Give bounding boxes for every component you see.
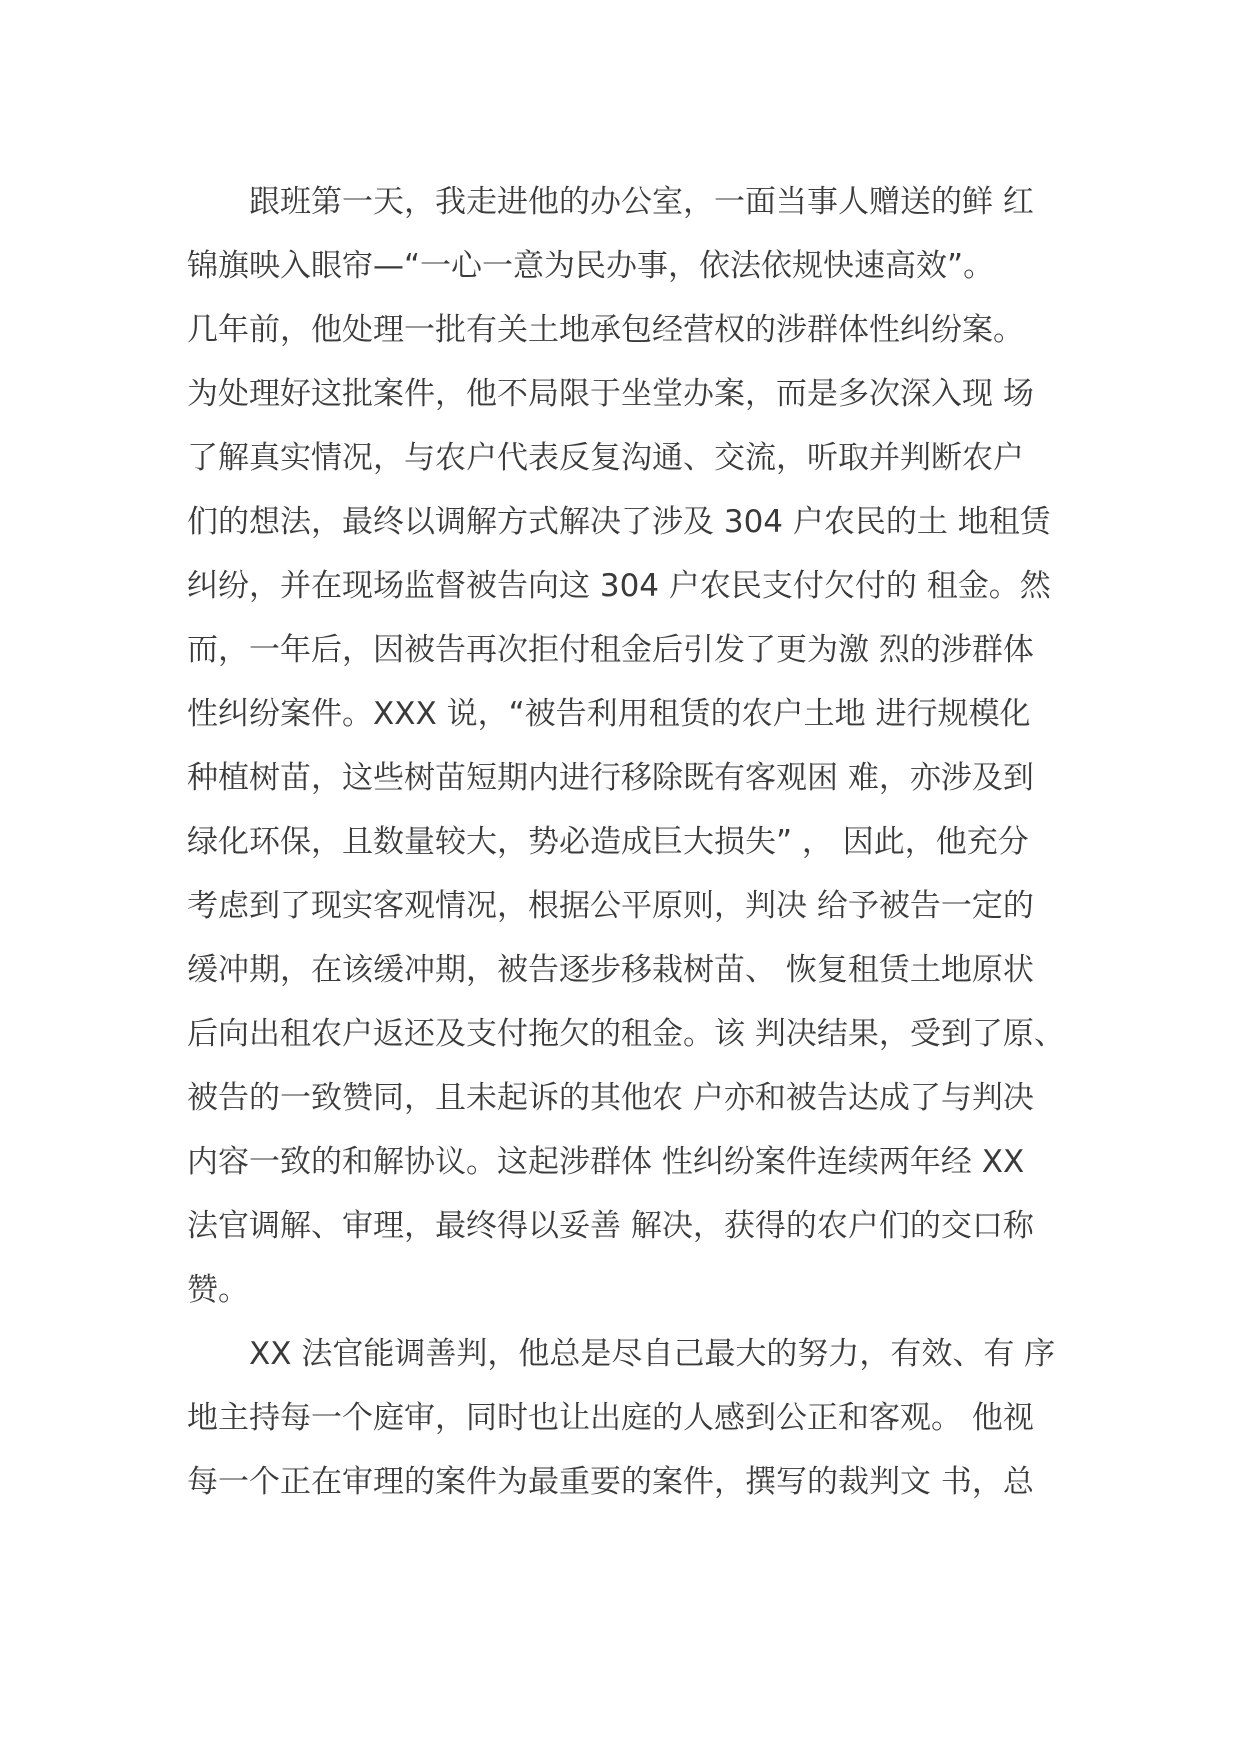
text-line: XX 法官能调善判，他总是尽自己最大的努力，有效、有 序	[187, 1336, 1056, 1372]
text-line: 了解真实情况，与农户代表反复沟通、交流，听取并判断农户	[187, 440, 1024, 476]
text-line: 缓冲期，在该缓冲期，被告逐步移栽树苗、 恢复租赁土地原状	[187, 952, 1034, 988]
text-line: 纠纷，并在现场监督被告向这 304 户农民支付欠付的 租金。然	[187, 568, 1051, 604]
text-line: 而，一年后，因被告再次拒付租金后引发了更为激 烈的涉群体	[187, 632, 1034, 668]
text-line: 每一个正在审理的案件为最重要的案件，撰写的裁判文 书，总	[187, 1464, 1034, 1500]
text-line: 后向出租农户返还及支付拖欠的租金。该 判决结果，受到了原、	[187, 1016, 1065, 1052]
text-line: 们的想法，最终以调解方式解决了涉及 304 户农民的土 地租赁	[187, 504, 1051, 540]
text-line: 考虑到了现实客观情况，根据公平原则，判决 给予被告一定的	[187, 888, 1034, 924]
text-line: 法官调解、审理，最终得以妥善 解决，获得的农户们的交口称	[187, 1208, 1034, 1244]
text-line: 绿化环保，且数量较大，势必造成巨大损失” ， 因此，他充分	[187, 824, 1029, 860]
text-line: 种植树苗，这些树苗短期内进行移除既有客观困 难，亦涉及到	[187, 760, 1034, 796]
text-line: 地主持每一个庭审，同时也让出庭的人感到公正和客观。 他视	[187, 1400, 1034, 1436]
text-line: 锦旗映入眼帘—“一心一意为民办事，依法依规快速高效”。	[187, 248, 995, 284]
text-line: 内容一致的和解协议。这起涉群体 性纠纷案件连续两年经 XX	[187, 1144, 1025, 1180]
text-line: 性纠纷案件。XXX 说，“被告利用租赁的农户土地 进行规模化	[187, 696, 1031, 732]
text-line: 跟班第一天，我走进他的办公室，一面当事人赠送的鲜 红	[187, 184, 1034, 220]
text-line: 被告的一致赞同，且未起诉的其他农 户亦和被告达成了与判决	[187, 1080, 1034, 1116]
text-line: 为处理好这批案件，他不局限于坐堂办案，而是多次深入现 场	[187, 376, 1034, 412]
document-body	[187, 170, 1067, 1514]
text-line: 几年前，他处理一批有关土地承包经营权的涉群体性纠纷案。	[187, 312, 1024, 348]
text-line: 赞。	[187, 1272, 249, 1308]
